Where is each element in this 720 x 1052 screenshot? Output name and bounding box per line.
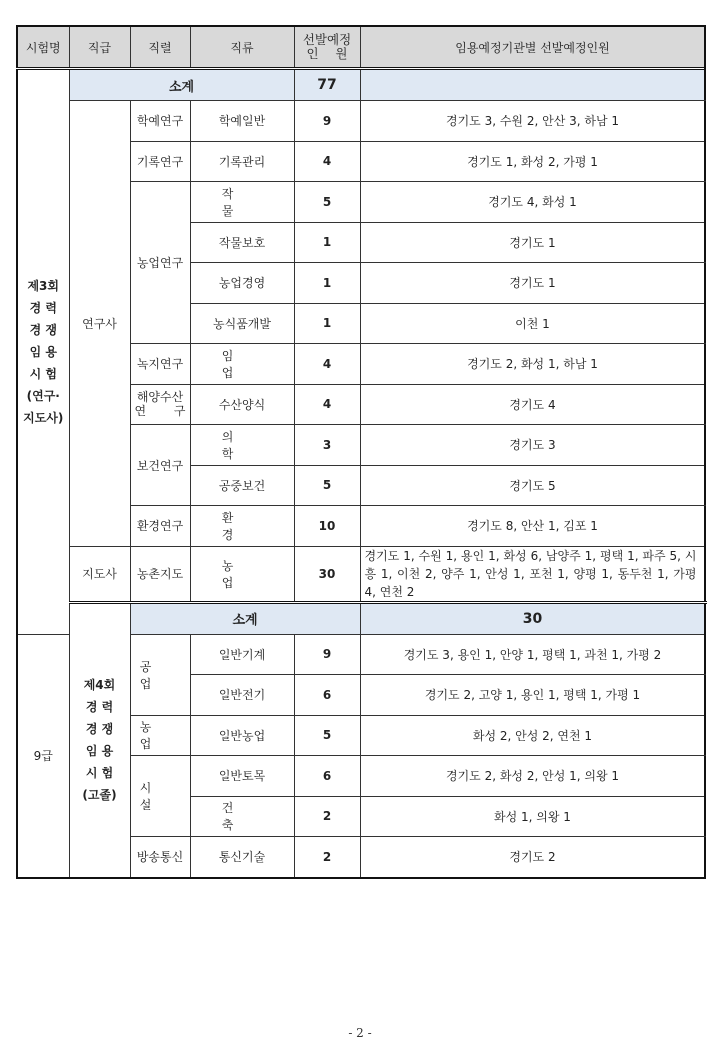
dist-cell: 경기도 2, 고양 1, 용인 1, 평택 1, 가평 1 bbox=[360, 675, 705, 716]
exam3-name bbox=[17, 69, 69, 635]
series-cell: 학예연구 bbox=[130, 101, 190, 142]
dist-cell: 이천 1 bbox=[360, 303, 705, 344]
count-cell: 30 bbox=[294, 546, 360, 602]
exam3-name-line: 지도사) bbox=[23, 410, 64, 425]
exam3-name-line: 경 력 bbox=[29, 300, 57, 315]
category-cell: 통신기술 bbox=[190, 837, 294, 878]
dist-cell: 화성 2, 안성 2, 연천 1 bbox=[360, 715, 705, 756]
count-cell: 5 bbox=[294, 182, 360, 223]
exam3-grade-researcher: 연구사 bbox=[69, 101, 130, 547]
header-series: 직렬 bbox=[130, 26, 190, 69]
exam3-name-line: 경 쟁 bbox=[29, 322, 57, 337]
series-cell: 공 업 bbox=[130, 634, 190, 715]
count-cell: 1 bbox=[294, 222, 360, 263]
category-cell: 의 학 bbox=[190, 425, 294, 466]
count-cell: 4 bbox=[294, 344, 360, 385]
table-row bbox=[17, 101, 705, 142]
category-cell: 일반토목 bbox=[190, 756, 294, 797]
series-cell bbox=[130, 384, 190, 425]
exam4-subtotal-count: 30 bbox=[360, 602, 705, 634]
dist-cell: 경기도 2, 화성 1, 하남 1 bbox=[360, 344, 705, 385]
series-cell: 녹지연구 bbox=[130, 344, 190, 385]
count-cell: 2 bbox=[294, 837, 360, 878]
category-cell: 수산양식 bbox=[190, 384, 294, 425]
exam3-name-line: 제3회 bbox=[27, 278, 60, 293]
exam4-name bbox=[69, 602, 130, 878]
category-cell: 작 물 bbox=[190, 182, 294, 223]
series-cell: 방송통신 bbox=[130, 837, 190, 878]
exam4-subtotal-label: 소계 bbox=[130, 602, 360, 634]
exam3-subtotal-count: 77 bbox=[294, 69, 360, 101]
series-cell: 보건연구 bbox=[130, 425, 190, 506]
dist-cell: 경기도 1, 화성 2, 가평 1 bbox=[360, 141, 705, 182]
dist-cell: 경기도 1 bbox=[360, 222, 705, 263]
dist-cell: 경기도 1, 수원 1, 용인 1, 화성 6, 남양주 1, 평택 1, 파주 5, 시흥 1, 이천 2, 양주 1, 안성 1, 포천 1, 양평 1, 동두천 1, 가평 4, 연천 2 bbox=[360, 546, 705, 602]
category-cell: 농 업 bbox=[190, 546, 294, 602]
series-cell: 농업연구 bbox=[130, 182, 190, 344]
category-cell: 공중보건 bbox=[190, 465, 294, 506]
header-row bbox=[17, 26, 705, 69]
recruitment-table bbox=[16, 25, 706, 879]
count-cell: 5 bbox=[294, 465, 360, 506]
dist-cell: 경기도 5 bbox=[360, 465, 705, 506]
dist-cell: 경기도 3, 수원 2, 안산 3, 하남 1 bbox=[360, 101, 705, 142]
dist-cell: 경기도 3 bbox=[360, 425, 705, 466]
count-cell: 2 bbox=[294, 796, 360, 837]
category-cell: 농업경영 bbox=[190, 263, 294, 304]
header-distribution: 임용예정기관별 선발예정인원 bbox=[360, 26, 705, 69]
count-cell: 9 bbox=[294, 101, 360, 142]
count-cell: 1 bbox=[294, 263, 360, 304]
header-count bbox=[294, 26, 360, 69]
dist-cell: 경기도 8, 안산 1, 김포 1 bbox=[360, 506, 705, 547]
exam4-name-line: (고졸) bbox=[82, 788, 117, 802]
dist-cell: 경기도 4, 화성 1 bbox=[360, 182, 705, 223]
exam3-subtotal-row bbox=[17, 69, 705, 101]
category-cell: 임 업 bbox=[190, 344, 294, 385]
category-cell: 일반농업 bbox=[190, 715, 294, 756]
dist-cell: 경기도 1 bbox=[360, 263, 705, 304]
exam4-subtotal-row bbox=[17, 602, 705, 634]
category-cell: 일반전기 bbox=[190, 675, 294, 716]
header-count-line2: 인 원 bbox=[306, 46, 348, 61]
series-cell: 농 업 bbox=[130, 715, 190, 756]
exam4-name-line: 시 험 bbox=[85, 766, 114, 780]
count-cell: 10 bbox=[294, 506, 360, 547]
dist-cell: 경기도 2, 화성 2, 안성 1, 의왕 1 bbox=[360, 756, 705, 797]
count-cell: 5 bbox=[294, 715, 360, 756]
category-cell: 환 경 bbox=[190, 506, 294, 547]
series-line: 해양수산 bbox=[136, 390, 184, 405]
exam4-name-line: 경 쟁 bbox=[85, 722, 114, 736]
header-count-line1: 선발예정 bbox=[302, 32, 352, 47]
count-cell: 6 bbox=[294, 675, 360, 716]
exam4-grade: 9급 bbox=[17, 634, 69, 878]
category-cell: 작물보호 bbox=[190, 222, 294, 263]
header-category: 직류 bbox=[190, 26, 294, 69]
exam4-name-line: 제4회 bbox=[83, 678, 116, 692]
series-cell: 환경연구 bbox=[130, 506, 190, 547]
count-cell: 4 bbox=[294, 141, 360, 182]
series-line: 연 구 bbox=[134, 404, 186, 419]
count-cell: 6 bbox=[294, 756, 360, 797]
dist-cell: 경기도 4 bbox=[360, 384, 705, 425]
exam3-grade-guide: 지도사 bbox=[69, 546, 130, 602]
dist-cell: 화성 1, 의왕 1 bbox=[360, 796, 705, 837]
series-cell: 기록연구 bbox=[130, 141, 190, 182]
count-cell: 9 bbox=[294, 634, 360, 675]
header-exam: 시험명 bbox=[17, 26, 69, 69]
header-grade: 직급 bbox=[69, 26, 130, 69]
exam3-name-line: (연구· bbox=[26, 388, 60, 403]
count-cell: 1 bbox=[294, 303, 360, 344]
dist-cell: 경기도 3, 용인 1, 안양 1, 평택 1, 과천 1, 가평 2 bbox=[360, 634, 705, 675]
exam3-name-line: 임 용 bbox=[29, 344, 57, 359]
table-row bbox=[17, 546, 705, 602]
exam3-subtotal-dist bbox=[360, 69, 705, 101]
category-cell: 학예일반 bbox=[190, 101, 294, 142]
category-cell: 기록관리 bbox=[190, 141, 294, 182]
series-cell: 농촌지도 bbox=[130, 546, 190, 602]
exam3-name-line: 시 험 bbox=[29, 366, 57, 381]
exam4-name-line: 경 력 bbox=[85, 700, 114, 714]
category-cell: 일반기계 bbox=[190, 634, 294, 675]
count-cell: 4 bbox=[294, 384, 360, 425]
exam3-subtotal-label: 소계 bbox=[69, 69, 294, 101]
series-cell: 시 설 bbox=[130, 756, 190, 837]
dist-cell: 경기도 2 bbox=[360, 837, 705, 878]
page-number: - 2 - bbox=[348, 1026, 372, 1040]
category-cell: 농식품개발 bbox=[190, 303, 294, 344]
exam4-name-line: 임 용 bbox=[85, 744, 114, 758]
category-cell: 건 축 bbox=[190, 796, 294, 837]
count-cell: 3 bbox=[294, 425, 360, 466]
